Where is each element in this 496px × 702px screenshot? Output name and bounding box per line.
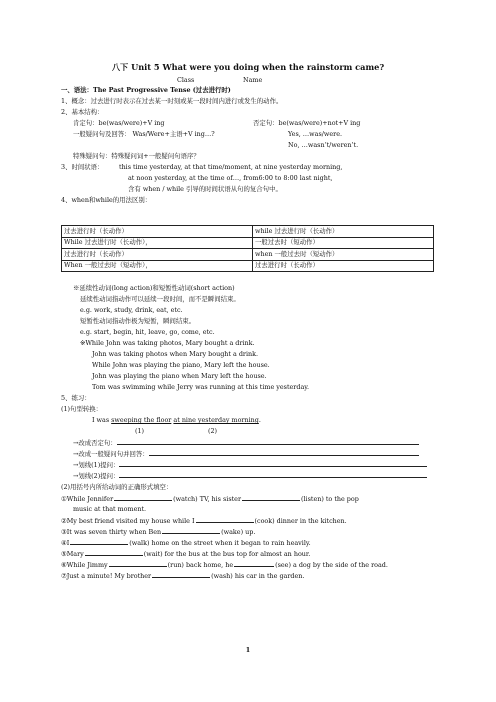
practice-2-heading: (2)用括号内所给动词的正确形式填空： xyxy=(61,483,173,491)
question-form: 一般疑问句及回答： Was/Were+主语+V ing…? xyxy=(73,130,215,138)
special-question: 特殊疑问句：特殊疑问词+一般疑问句语序？ xyxy=(73,152,200,160)
table-cell: while 过去进行时（长动作） xyxy=(253,226,434,238)
section-heading: 一、语法：The Past Progressive Tense (过去进行时) xyxy=(61,86,231,94)
exercise-item: ④I (walk) home on the street when it began to rain heavily. xyxy=(61,539,311,547)
table-row xyxy=(62,237,434,249)
note-line: 延续性动词指动作可以延续一段时间，而不是瞬间结束。 xyxy=(80,295,240,303)
table-row xyxy=(62,260,434,272)
table-cell: 一般过去时（短动作） xyxy=(253,237,434,249)
underlined-part-1: sweeping the floor xyxy=(111,416,172,424)
concept-text: 1、概念：过去进行时表示在过去某一时刻或某一段时间内进行或发生的动作。 xyxy=(61,97,283,105)
negative-form: 否定句：be(was/were)+not+V ing xyxy=(253,119,361,127)
time-adverbial-line: 含有 when / while 引导的时间状语从句的复合句中。 xyxy=(128,185,282,193)
exercise-item: ③It was seven thirty when Ben (wake) up. xyxy=(61,528,256,536)
exercise-item: ⑤Mary (wait) for the bus at the bus top for almost an hour. xyxy=(61,550,311,558)
answer-blank[interactable] xyxy=(234,560,274,567)
answer-blank[interactable] xyxy=(117,438,419,445)
time-adverbial-line: this time yesterday, at that time/moment, at nine yesterday morning, xyxy=(119,163,343,171)
table-row xyxy=(62,249,434,261)
answer-blank[interactable] xyxy=(85,549,143,556)
exercise-item: ①While Jennifer (watch) TV, his sister (listen) to the pop xyxy=(61,495,359,503)
page-number: 1 xyxy=(245,646,251,654)
example-sentence: John was taking photos when Mary bought a drink. xyxy=(92,350,259,358)
table-cell: 过去进行时（长动作） xyxy=(253,260,434,272)
answer-no: No, …wasn’t/weren’t. xyxy=(288,141,359,149)
answer-blank[interactable] xyxy=(196,516,254,523)
when-while-heading: 4、when和while的用法区别： xyxy=(61,196,152,204)
note-line: e.g. start, begin, hit, leave, go, come, etc. xyxy=(80,328,215,336)
time-adverbial-line: at noon yesterday, at the time of…, from6:00 to 8:00 last night, xyxy=(128,174,333,182)
answer-blank[interactable] xyxy=(109,560,167,567)
answer-blank[interactable] xyxy=(242,494,300,501)
answer-blank[interactable] xyxy=(152,571,210,578)
transform-item: →划线(1)提问： xyxy=(73,460,427,469)
answer-blank[interactable] xyxy=(162,527,220,534)
transform-item: →改成否定句： xyxy=(73,438,419,447)
table-cell: when 一般过去时（短动作） xyxy=(253,249,434,261)
example-sentence: While John was playing the piano, Mary left the house. xyxy=(92,361,270,369)
table-cell: 过去进行时（长动作） xyxy=(62,249,253,261)
page-title: 八下 Unit 5 What were you doing when the rainstorm came? xyxy=(111,62,385,72)
answer-blank[interactable] xyxy=(119,460,427,467)
exercise-item: ⑥While Jimmy (run) back home, he (see) a dog by the side of the road. xyxy=(61,561,388,569)
exercise-item-continued: music at that moment. xyxy=(73,505,147,513)
example-sentence: Tom was swimming while Jerry was running at this time yesterday. xyxy=(92,383,310,391)
sentence-prefix: I was xyxy=(92,416,112,424)
answer-blank[interactable] xyxy=(149,449,419,456)
example-sentence: John was playing the piano when Mary left the house. xyxy=(92,372,267,380)
answer-yes: Yes, …was/were. xyxy=(288,130,343,138)
class-label: Class xyxy=(177,76,195,84)
structure-heading: 2、基本结构： xyxy=(61,108,104,116)
affirmative-form: 肯定句：be(was/were)+V ing xyxy=(73,119,165,127)
transform-item: →改成一般疑问句并回答： xyxy=(73,449,419,458)
answer-blank[interactable] xyxy=(119,471,427,478)
answer-blank[interactable] xyxy=(114,494,172,501)
underline-mark-2: (2) xyxy=(208,427,218,435)
time-adverbial-heading: 3、时间状语： xyxy=(61,163,104,171)
exercise-item: ②My best friend visited my house while I (cook) dinner in the kitchen. xyxy=(61,517,347,525)
note-line: e.g. work, study, drink, eat, etc. xyxy=(80,306,183,314)
underline-mark-1: (1) xyxy=(135,427,145,435)
example-sentence: ※While John was taking photos, Mary bought a drink. xyxy=(80,339,255,347)
practice-heading: 5、练习： xyxy=(61,394,91,402)
table-cell: 过去进行时（长动作） xyxy=(62,226,253,238)
note-line: 短暂性动词指动作极为短暂，瞬间结束。 xyxy=(80,317,196,325)
name-label: Name xyxy=(243,76,263,84)
answer-blank[interactable] xyxy=(70,538,128,545)
underlined-part-2: at nine yesterday morning xyxy=(173,416,259,424)
table-row xyxy=(62,226,434,238)
table-cell: While 过去进行时（长动作）， xyxy=(62,237,253,249)
when-while-table xyxy=(61,225,434,272)
note-line: ※延续性动词(long action)和短暂性动词(short action) xyxy=(73,284,235,292)
practice-1-heading: (1)句型转换： xyxy=(61,405,103,413)
exercise-item: ⑦Just a minute! My brother (wash) his car in the garden. xyxy=(61,572,305,580)
transform-item: →划线(2)提问： xyxy=(73,471,427,480)
transform-sentence: I was sweeping the floor at nine yesterday morning. xyxy=(92,416,261,424)
table-cell: When 一般过去时（短动作）， xyxy=(62,260,253,272)
